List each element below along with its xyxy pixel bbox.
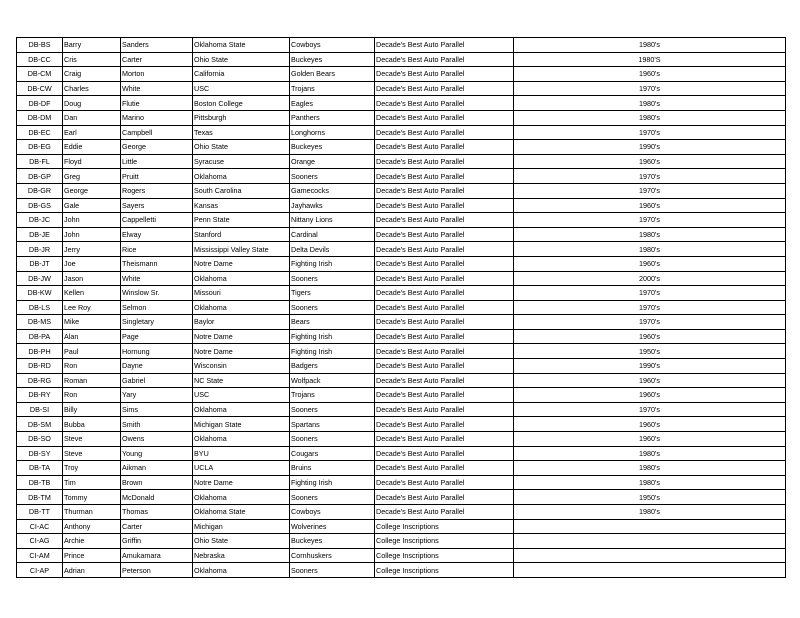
team-cell: Buckeyes (290, 534, 375, 549)
school-cell: California (193, 67, 290, 82)
insert-set-cell: Decade's Best Auto Parallel (375, 446, 514, 461)
school-cell: Michigan State (193, 417, 290, 432)
table-row (17, 563, 786, 578)
first-name-cell: Earl (63, 125, 121, 140)
team-cell: Tigers (290, 286, 375, 301)
card-code-cell: DB-TA (17, 461, 63, 476)
first-name-cell: Barry (63, 38, 121, 53)
insert-set-cell: Decade's Best Auto Parallel (375, 154, 514, 169)
team-cell: Eagles (290, 96, 375, 111)
team-cell: Sooners (290, 300, 375, 315)
insert-set-cell: Decade's Best Auto Parallel (375, 183, 514, 198)
last-name-cell: Carter (121, 519, 193, 534)
last-name-cell: Marino (121, 110, 193, 125)
table-row (17, 490, 786, 505)
first-name-cell: Thurman (63, 505, 121, 520)
team-cell: Badgers (290, 359, 375, 374)
last-name-cell: Sanders (121, 38, 193, 53)
card-code-cell: DB-LS (17, 300, 63, 315)
first-name-cell: Bubba (63, 417, 121, 432)
table-row (17, 96, 786, 111)
team-cell: Orange (290, 154, 375, 169)
team-cell: Delta Devils (290, 242, 375, 257)
school-cell: NC State (193, 373, 290, 388)
card-code-cell: DB-CM (17, 67, 63, 82)
last-name-cell: Sims (121, 402, 193, 417)
decade-cell: 1980's (514, 475, 786, 490)
school-cell: Kansas (193, 198, 290, 213)
card-code-cell: DB-RY (17, 388, 63, 403)
table-row (17, 183, 786, 198)
first-name-cell: Jerry (63, 242, 121, 257)
school-cell: Nebraska (193, 548, 290, 563)
insert-set-cell: Decade's Best Auto Parallel (375, 110, 514, 125)
last-name-cell: Sayers (121, 198, 193, 213)
school-cell: Notre Dame (193, 475, 290, 490)
team-cell: Sooners (290, 402, 375, 417)
last-name-cell: Griffin (121, 534, 193, 549)
table-row (17, 388, 786, 403)
table-row (17, 402, 786, 417)
last-name-cell: White (121, 81, 193, 96)
team-cell: Trojans (290, 81, 375, 96)
insert-set-cell: Decade's Best Auto Parallel (375, 461, 514, 476)
decade-cell: 1980'S (514, 52, 786, 67)
card-code-cell: DB-KW (17, 286, 63, 301)
table-row (17, 534, 786, 549)
school-cell: Wisconsin (193, 359, 290, 374)
decade-cell: 1970's (514, 315, 786, 330)
insert-set-cell: Decade's Best Auto Parallel (375, 475, 514, 490)
card-code-cell: DB-CW (17, 81, 63, 96)
decade-cell: 1960's (514, 417, 786, 432)
decade-cell (514, 519, 786, 534)
decade-cell: 1970's (514, 169, 786, 184)
insert-set-cell: Decade's Best Auto Parallel (375, 315, 514, 330)
school-cell: Boston College (193, 96, 290, 111)
first-name-cell: John (63, 227, 121, 242)
card-code-cell: DB-JE (17, 227, 63, 242)
insert-set-cell: Decade's Best Auto Parallel (375, 213, 514, 228)
table-row (17, 461, 786, 476)
team-cell: Sooners (290, 271, 375, 286)
first-name-cell: Steve (63, 432, 121, 447)
first-name-cell: Anthony (63, 519, 121, 534)
table-row (17, 432, 786, 447)
insert-set-cell: Decade's Best Auto Parallel (375, 373, 514, 388)
card-code-cell: DB-PH (17, 344, 63, 359)
school-cell: Oklahoma (193, 432, 290, 447)
checklist-body (17, 38, 786, 578)
card-code-cell: CI-AP (17, 563, 63, 578)
table-row (17, 213, 786, 228)
card-code-cell: DB-FL (17, 154, 63, 169)
last-name-cell: Brown (121, 475, 193, 490)
first-name-cell: Craig (63, 67, 121, 82)
team-cell: Fighting Irish (290, 475, 375, 490)
table-row (17, 242, 786, 257)
decade-cell: 1980's (514, 461, 786, 476)
first-name-cell: Joe (63, 256, 121, 271)
school-cell: Syracuse (193, 154, 290, 169)
decade-cell: 1980's (514, 96, 786, 111)
first-name-cell: Lee Roy (63, 300, 121, 315)
insert-set-cell: Decade's Best Auto Parallel (375, 169, 514, 184)
last-name-cell: Hornung (121, 344, 193, 359)
school-cell: BYU (193, 446, 290, 461)
card-code-cell: DB-GR (17, 183, 63, 198)
decade-cell: 1960's (514, 388, 786, 403)
first-name-cell: Doug (63, 96, 121, 111)
table-row (17, 359, 786, 374)
decade-cell: 1990's (514, 359, 786, 374)
table-row (17, 256, 786, 271)
card-code-cell: DB-EC (17, 125, 63, 140)
team-cell: Wolverines (290, 519, 375, 534)
school-cell: Notre Dame (193, 344, 290, 359)
last-name-cell: Smith (121, 417, 193, 432)
decade-cell: 1980's (514, 38, 786, 53)
table-row (17, 519, 786, 534)
school-cell: Oklahoma (193, 490, 290, 505)
last-name-cell: White (121, 271, 193, 286)
insert-set-cell: Decade's Best Auto Parallel (375, 388, 514, 403)
school-cell: Texas (193, 125, 290, 140)
first-name-cell: Jason (63, 271, 121, 286)
team-cell: Golden Bears (290, 67, 375, 82)
team-cell: Bruins (290, 461, 375, 476)
team-cell: Fighting Irish (290, 329, 375, 344)
card-code-cell: DB-SY (17, 446, 63, 461)
team-cell: Spartans (290, 417, 375, 432)
team-cell: Fighting Irish (290, 344, 375, 359)
decade-cell: 1960's (514, 67, 786, 82)
decade-cell: 1960's (514, 154, 786, 169)
team-cell: Fighting Irish (290, 256, 375, 271)
first-name-cell: Charles (63, 81, 121, 96)
insert-set-cell: Decade's Best Auto Parallel (375, 256, 514, 271)
first-name-cell: Tommy (63, 490, 121, 505)
table-row (17, 271, 786, 286)
first-name-cell: Floyd (63, 154, 121, 169)
last-name-cell: Aikman (121, 461, 193, 476)
last-name-cell: Selmon (121, 300, 193, 315)
card-code-cell: DB-JR (17, 242, 63, 257)
school-cell: Pittsburgh (193, 110, 290, 125)
last-name-cell: Thomas (121, 505, 193, 520)
last-name-cell: Cappelletti (121, 213, 193, 228)
school-cell: Michigan (193, 519, 290, 534)
decade-cell (514, 548, 786, 563)
first-name-cell: Adrian (63, 563, 121, 578)
card-code-cell: DB-SO (17, 432, 63, 447)
school-cell: Ohio State (193, 140, 290, 155)
school-cell: USC (193, 388, 290, 403)
first-name-cell: Mike (63, 315, 121, 330)
table-row (17, 417, 786, 432)
school-cell: Baylor (193, 315, 290, 330)
table-row (17, 227, 786, 242)
table-row (17, 198, 786, 213)
first-name-cell: Steve (63, 446, 121, 461)
card-code-cell: DB-JW (17, 271, 63, 286)
insert-set-cell: Decade's Best Auto Parallel (375, 271, 514, 286)
school-cell: Notre Dame (193, 329, 290, 344)
card-code-cell: DB-DF (17, 96, 63, 111)
first-name-cell: Kellen (63, 286, 121, 301)
last-name-cell: Flutie (121, 96, 193, 111)
school-cell: South Carolina (193, 183, 290, 198)
school-cell: Notre Dame (193, 256, 290, 271)
insert-set-cell: Decade's Best Auto Parallel (375, 359, 514, 374)
team-cell: Wolfpack (290, 373, 375, 388)
first-name-cell: Greg (63, 169, 121, 184)
last-name-cell: Young (121, 446, 193, 461)
insert-set-cell: Decade's Best Auto Parallel (375, 125, 514, 140)
card-code-cell: DB-GP (17, 169, 63, 184)
insert-set-cell: Decade's Best Auto Parallel (375, 96, 514, 111)
school-cell: Ohio State (193, 534, 290, 549)
table-row (17, 505, 786, 520)
decade-cell: 1960's (514, 432, 786, 447)
school-cell: USC (193, 81, 290, 96)
decade-cell: 2000's (514, 271, 786, 286)
card-code-cell: DB-SM (17, 417, 63, 432)
first-name-cell: Ron (63, 359, 121, 374)
card-code-cell: DB-SI (17, 402, 63, 417)
team-cell: Bears (290, 315, 375, 330)
last-name-cell: Yary (121, 388, 193, 403)
team-cell: Jayhawks (290, 198, 375, 213)
table-row (17, 315, 786, 330)
team-cell: Nittany Lions (290, 213, 375, 228)
insert-set-cell: Decade's Best Auto Parallel (375, 417, 514, 432)
table-row (17, 81, 786, 96)
school-cell: Oklahoma State (193, 505, 290, 520)
first-name-cell: John (63, 213, 121, 228)
table-row (17, 286, 786, 301)
first-name-cell: Cris (63, 52, 121, 67)
first-name-cell: Billy (63, 402, 121, 417)
table-row (17, 329, 786, 344)
school-cell: UCLA (193, 461, 290, 476)
school-cell: Missouri (193, 286, 290, 301)
insert-set-cell: College Inscriptions (375, 563, 514, 578)
decade-cell: 1960's (514, 256, 786, 271)
last-name-cell: Singletary (121, 315, 193, 330)
first-name-cell: Gale (63, 198, 121, 213)
card-code-cell: DB-CC (17, 52, 63, 67)
last-name-cell: Carter (121, 52, 193, 67)
card-code-cell: DB-EG (17, 140, 63, 155)
card-code-cell: CI-AG (17, 534, 63, 549)
table-row (17, 67, 786, 82)
last-name-cell: Winslow Sr. (121, 286, 193, 301)
insert-set-cell: College Inscriptions (375, 534, 514, 549)
decade-cell: 1970's (514, 125, 786, 140)
team-cell: Trojans (290, 388, 375, 403)
insert-set-cell: Decade's Best Auto Parallel (375, 242, 514, 257)
last-name-cell: George (121, 140, 193, 155)
first-name-cell: Prince (63, 548, 121, 563)
decade-cell: 1960's (514, 198, 786, 213)
card-code-cell: DB-RD (17, 359, 63, 374)
decade-cell: 1980's (514, 446, 786, 461)
table-row (17, 300, 786, 315)
card-code-cell: DB-TB (17, 475, 63, 490)
table-row (17, 548, 786, 563)
insert-set-cell: Decade's Best Auto Parallel (375, 67, 514, 82)
first-name-cell: Paul (63, 344, 121, 359)
insert-set-cell: Decade's Best Auto Parallel (375, 505, 514, 520)
insert-set-cell: Decade's Best Auto Parallel (375, 286, 514, 301)
last-name-cell: Theismann (121, 256, 193, 271)
insert-set-cell: Decade's Best Auto Parallel (375, 344, 514, 359)
last-name-cell: Amukamara (121, 548, 193, 563)
last-name-cell: McDonald (121, 490, 193, 505)
insert-set-cell: College Inscriptions (375, 519, 514, 534)
insert-set-cell: College Inscriptions (375, 548, 514, 563)
team-cell: Cardinal (290, 227, 375, 242)
card-code-cell: DB-BS (17, 38, 63, 53)
last-name-cell: Rice (121, 242, 193, 257)
table-row (17, 446, 786, 461)
first-name-cell: Ron (63, 388, 121, 403)
school-cell: Oklahoma (193, 271, 290, 286)
decade-cell: 1980's (514, 227, 786, 242)
team-cell: Cougars (290, 446, 375, 461)
table-row (17, 154, 786, 169)
insert-set-cell: Decade's Best Auto Parallel (375, 227, 514, 242)
decade-cell: 1950's (514, 490, 786, 505)
decade-cell: 1970's (514, 81, 786, 96)
team-cell: Cowboys (290, 38, 375, 53)
team-cell: Sooners (290, 432, 375, 447)
last-name-cell: Dayne (121, 359, 193, 374)
insert-set-cell: Decade's Best Auto Parallel (375, 38, 514, 53)
first-name-cell: Eddie (63, 140, 121, 155)
insert-set-cell: Decade's Best Auto Parallel (375, 140, 514, 155)
checklist-table (16, 37, 786, 578)
first-name-cell: George (63, 183, 121, 198)
first-name-cell: Dan (63, 110, 121, 125)
decade-cell: 1970's (514, 300, 786, 315)
team-cell: Buckeyes (290, 52, 375, 67)
first-name-cell: Troy (63, 461, 121, 476)
team-cell: Sooners (290, 563, 375, 578)
school-cell: Oklahoma State (193, 38, 290, 53)
table-row (17, 110, 786, 125)
last-name-cell: Peterson (121, 563, 193, 578)
team-cell: Cornhuskers (290, 548, 375, 563)
card-code-cell: CI-AC (17, 519, 63, 534)
last-name-cell: Rogers (121, 183, 193, 198)
insert-set-cell: Decade's Best Auto Parallel (375, 52, 514, 67)
table-row (17, 475, 786, 490)
card-code-cell: DB-JC (17, 213, 63, 228)
card-code-cell: DB-TM (17, 490, 63, 505)
insert-set-cell: Decade's Best Auto Parallel (375, 198, 514, 213)
card-code-cell: DB-MS (17, 315, 63, 330)
insert-set-cell: Decade's Best Auto Parallel (375, 329, 514, 344)
decade-cell: 1950's (514, 344, 786, 359)
decade-cell (514, 534, 786, 549)
decade-cell: 1960's (514, 329, 786, 344)
team-cell: Gamecocks (290, 183, 375, 198)
insert-set-cell: Decade's Best Auto Parallel (375, 81, 514, 96)
table-row (17, 169, 786, 184)
last-name-cell: Morton (121, 67, 193, 82)
table-row (17, 125, 786, 140)
team-cell: Sooners (290, 490, 375, 505)
insert-set-cell: Decade's Best Auto Parallel (375, 402, 514, 417)
first-name-cell: Roman (63, 373, 121, 388)
school-cell: Penn State (193, 213, 290, 228)
school-cell: Oklahoma (193, 563, 290, 578)
insert-set-cell: Decade's Best Auto Parallel (375, 300, 514, 315)
last-name-cell: Owens (121, 432, 193, 447)
decade-cell: 1980's (514, 505, 786, 520)
decade-cell: 1980's (514, 242, 786, 257)
team-cell: Panthers (290, 110, 375, 125)
last-name-cell: Campbell (121, 125, 193, 140)
table-row (17, 52, 786, 67)
decade-cell: 1970's (514, 183, 786, 198)
card-code-cell: DB-DM (17, 110, 63, 125)
team-cell: Longhorns (290, 125, 375, 140)
last-name-cell: Elway (121, 227, 193, 242)
last-name-cell: Gabriel (121, 373, 193, 388)
school-cell: Oklahoma (193, 300, 290, 315)
last-name-cell: Pruitt (121, 169, 193, 184)
first-name-cell: Alan (63, 329, 121, 344)
team-cell: Buckeyes (290, 140, 375, 155)
insert-set-cell: Decade's Best Auto Parallel (375, 432, 514, 447)
decade-cell: 1970's (514, 402, 786, 417)
card-code-cell: DB-TT (17, 505, 63, 520)
school-cell: Oklahoma (193, 169, 290, 184)
decade-cell (514, 563, 786, 578)
first-name-cell: Tim (63, 475, 121, 490)
last-name-cell: Little (121, 154, 193, 169)
decade-cell: 1980's (514, 110, 786, 125)
table-row (17, 140, 786, 155)
school-cell: Ohio State (193, 52, 290, 67)
decade-cell: 1970's (514, 213, 786, 228)
team-cell: Sooners (290, 169, 375, 184)
table-row (17, 38, 786, 53)
card-code-cell: CI-AM (17, 548, 63, 563)
card-code-cell: DB-PA (17, 329, 63, 344)
school-cell: Oklahoma (193, 402, 290, 417)
decade-cell: 1960's (514, 373, 786, 388)
decade-cell: 1970's (514, 286, 786, 301)
school-cell: Stanford (193, 227, 290, 242)
card-code-cell: DB-JT (17, 256, 63, 271)
decade-cell: 1990's (514, 140, 786, 155)
first-name-cell: Archie (63, 534, 121, 549)
insert-set-cell: Decade's Best Auto Parallel (375, 490, 514, 505)
school-cell: Mississippi Valley State (193, 242, 290, 257)
last-name-cell: Page (121, 329, 193, 344)
card-code-cell: DB-RG (17, 373, 63, 388)
table-row (17, 344, 786, 359)
card-code-cell: DB-GS (17, 198, 63, 213)
table-row (17, 373, 786, 388)
team-cell: Cowboys (290, 505, 375, 520)
